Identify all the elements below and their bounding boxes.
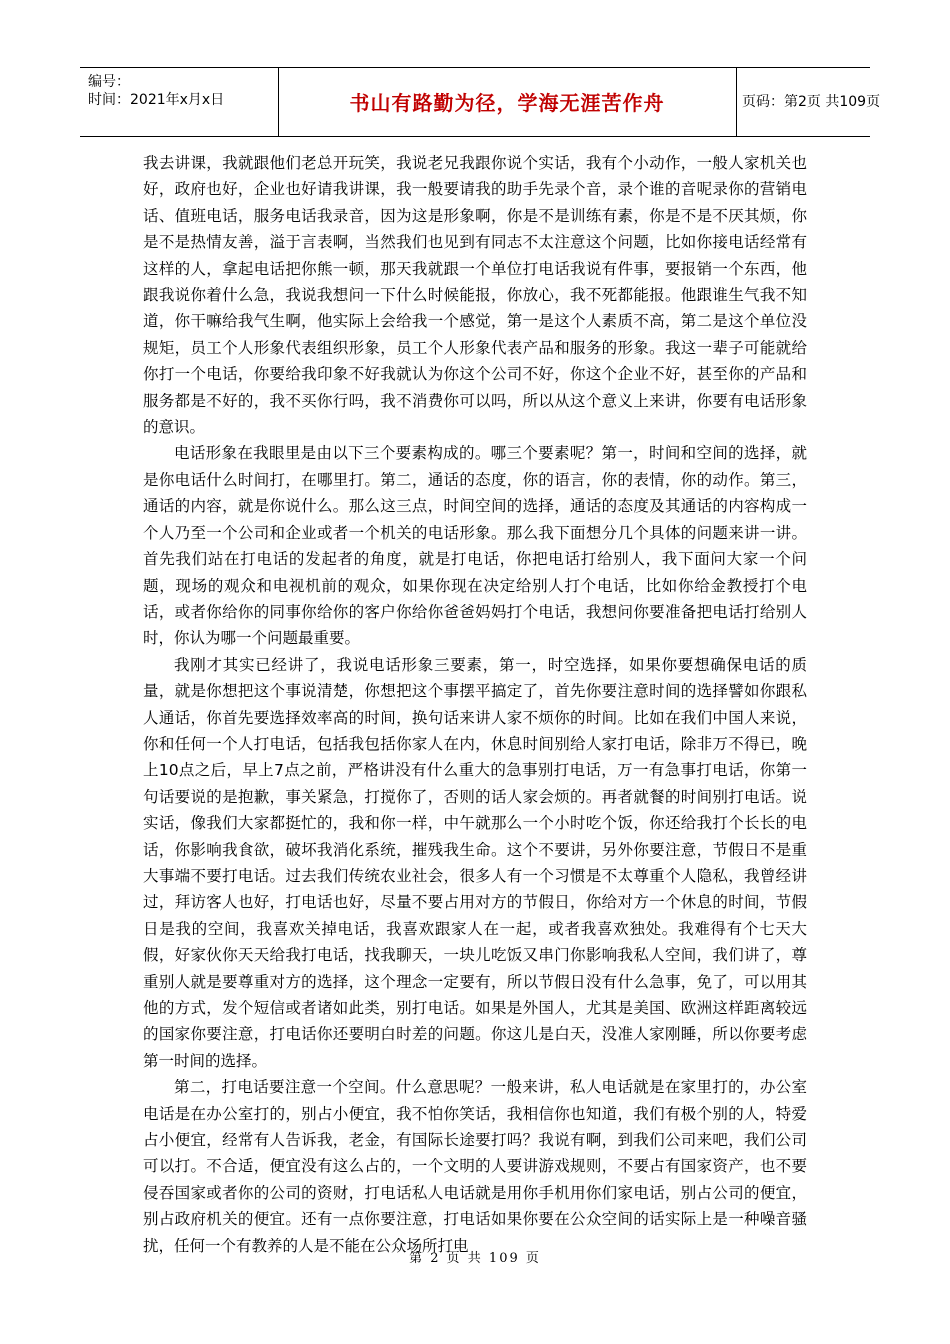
body-paragraph: 我刚才其实已经讲了，我说电话形象三要素，第一，时空选择，如果你要想确保电话的质量，就是你想把这个事说清楚，你想把这个事摆平搞定了，首先你要注意时间的选择譬如你跟私人通话，你首先要选择效率高的时间，换句话来讲人家不烦你的时间。比如在我们中国人来说，你和任何一个人打电话，包括我包括你家人在内，休息时间别给人家打电话，除非万不得已，晚上10点之后，早上7点之前，严格讲没有什么重大的急事别打电话，万一有急事打电话，你第一句话要说的是抱歉，事关紧急，打搅你了，否则的话人家会烦的。再者就餐的时间别打电话。说实话，像我们大家都挺忙的，我和你一样，中午就那么一个小时吃个饭，你还给我打个长长的电话，你影响我食欲，破坏我消化系统，摧残我生命。这个不要讲，另外你要注意，节假日不是重大事端不要打电话。过去我们传统农业社会，很多人有一个习惯是不太尊重个人隐私，我曾经讲过，拜访客人也好，打电话也好，尽量不要占用对方的节假日，你给对方一个休息的时间，节假日是我的空间，我喜欢关掉电话，我喜欢跟家人在一起，或者我喜欢独处。我难得有个七天大假，好家伙你天天给我打电话，找我聊天，一块儿吃饭又串门你影响我私人空间，我们讲了，尊重别人就是要尊重对方的选择，这个理念一定要有，所以节假日没有什么急事，免了，可以用其他的方式，发个短信或者诸如此类，别打电话。如果是外国人，尤其是美国、欧洲这样距离较远的国家你要注意，打电话你还要明白时差的问题。你这儿是白天，没准人家刚睡，所以你要考虑第一时间的选择。 [143,655,807,1070]
header-page-info: 页码：第2页 共109页 [742,94,881,110]
document-number-label: 编号： [88,74,130,90]
header-meta-cell [80,68,279,136]
body-paragraph: 我去讲课，我就跟他们老总开玩笑，我说老兄我跟你说个实话，我有个小动作，一般人家机关也好，政府也好，企业也好请我讲课，我一般要请我的助手先录个音，录个谁的音呢录你的营销电话、值班电话，服务电话我录音，因为这是形象啊，你是不是训练有素，你是不是不厌其烦，你是不是热情友善，溢于言表啊，当然我们也见到有同志不太注意这个问题，比如你接电话经常有这样的人，拿起电话把你熊一顿，那天我就跟一个单位打电话我说有件事，要报销一个东西，他跟我说你着什么急，我说我想问一下什么时候能报，你放心，我不死都能报。他跟谁生气我不知道，你干嘛给我气生啊，他实际上会给我一个感觉，第一是这个人素质不高，第二是这个单位没规矩，员工个人形象代表组织形象，员工个人形象代表产品和服务的形象。我这一辈子可能就给你打一个电话，你要给我印象不好我就认为你这个公司不好，你这个企业不好，甚至你的产品和服务都是不好的，我不买你行吗，我不消费你可以吗，所以从这个意义上来讲，你要有电话形象的意识。 [143,154,807,437]
page-header [80,67,881,137]
document-body [143,150,807,1259]
header-page-cell [736,68,881,136]
body-paragraph: 第二，打电话要注意一个空间。什么意思呢？一般来讲，私人电话就是在家里打的，办公室电话是在办公室打的，别占小便宜，我不怕你笑话，我相信你也知道，我们有极个别的人，特爱占小便宜，经常有人告诉我，老金，有国际长途要打吗？我说有啊，到我们公司来吧，我们公司可以打。不合适，便宜没有这么占的，一个文明的人要讲游戏规则，不要占有国家资产，也不要侵吞国家或者你的公司的资财，打电话私人电话就是用你手机用你们家电话，别占公司的便宜，别占政府机关的便宜。还有一点你要注意，打电话如果你要在公众空间的话实际上是一种噪音骚扰，任何一个有教养的人是不能在公众场所打电 [143,1078,807,1255]
document-date: 时间：2021年x月x日 [88,92,225,108]
body-paragraph: 电话形象在我眼里是由以下三个要素构成的。哪三个要素呢？第一，时间和空间的选择，就是你电话什么时间打，在哪里打。第二，通话的态度，你的语言，你的表情，你的动作。第三，通话的内容，就是你说什么。那么这三点，时间空间的选择，通话的态度及其通话的内容构成一个人乃至一个公司和企业或者一个机关的电话形象。那么我下面想分几个具体的问题来讲一讲。首先我们站在打电话的发起者的角度，就是打电话，你把电话打给别人，我下面问大家一个问题，现场的观众和电视机前的观众，如果你现在决定给别人打个电话，比如你给金教授打个电话，或者你给你的同事你给你的客户你给你爸爸妈妈打个电话，我想问你要准备把电话打给别人时，你认为哪一个问题最重要。 [143,444,807,648]
page-footer: 第 2 页 共 109 页 [409,1251,541,1266]
header-motto-cell [278,68,737,136]
header-motto: 书山有路勤为径，学海无涯苦作舟 [349,91,665,115]
